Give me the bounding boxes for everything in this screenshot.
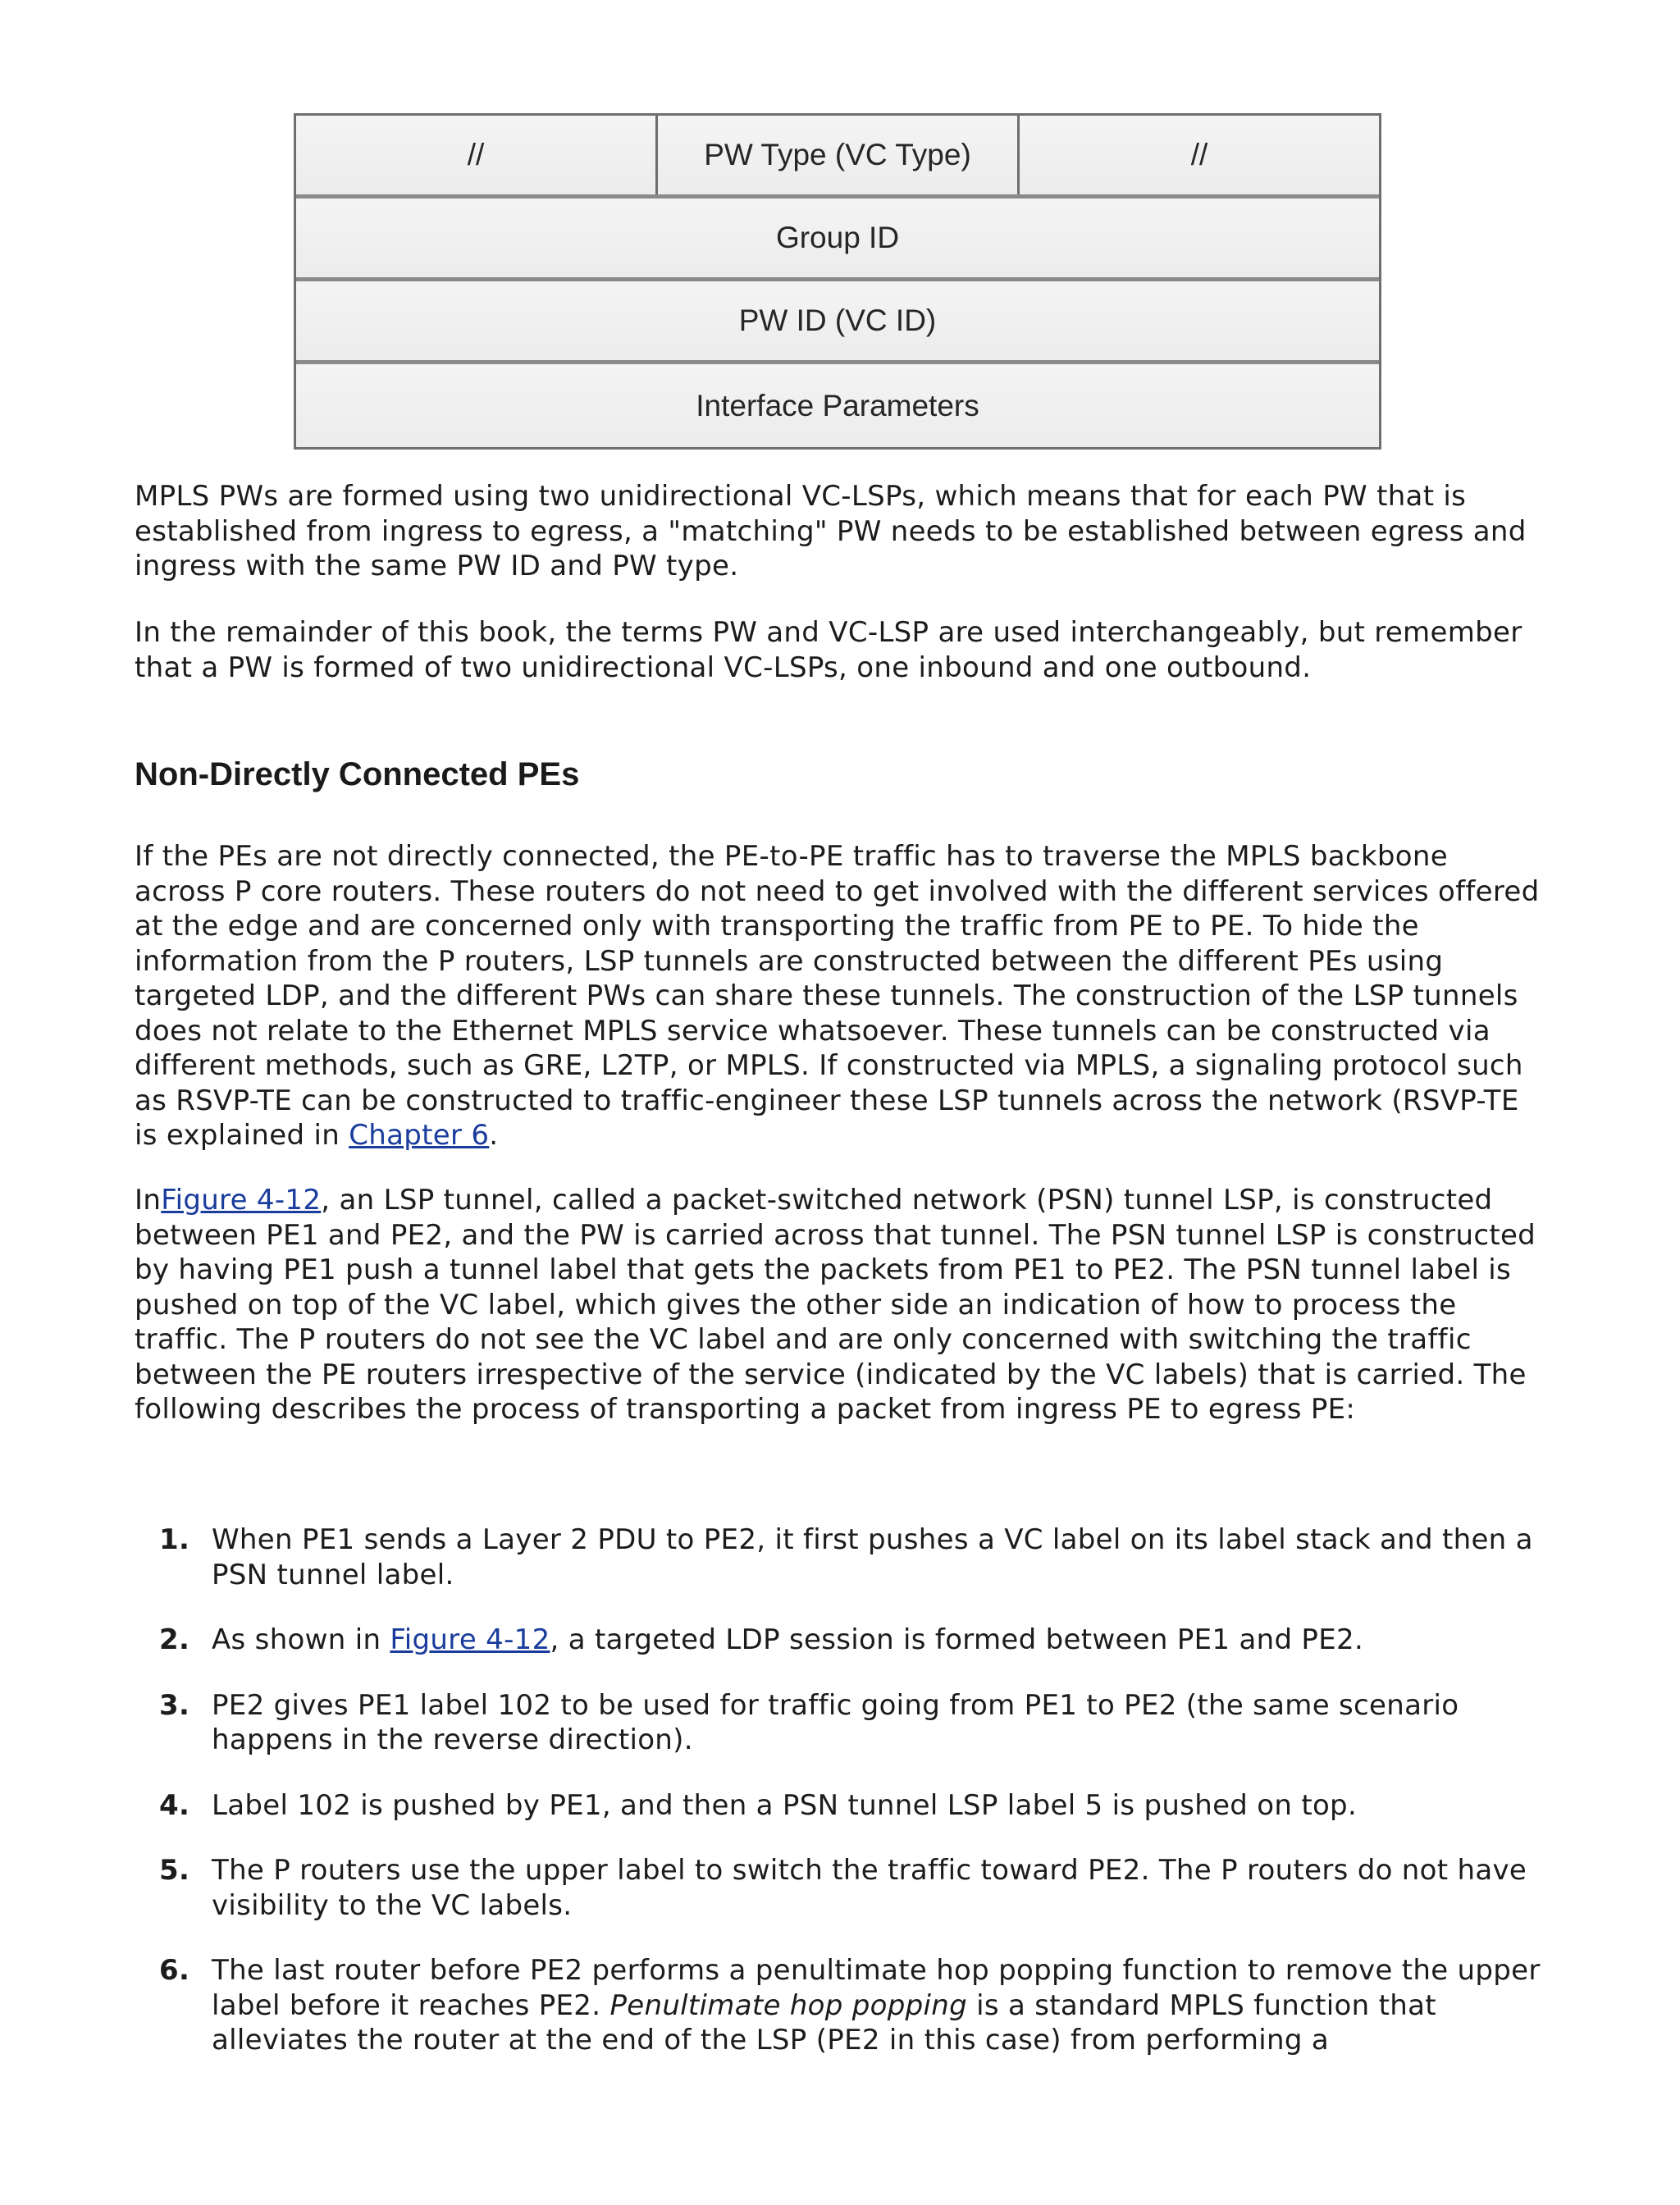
list-item-text: Label 102 is pushed by PE1, and then a PSN tunnel LSP label 5 is pushed on top.: [212, 1788, 1358, 1822]
figure-row-group-id: [296, 199, 1379, 281]
list-item-text-part: , a targeted LDP session is formed between PE1 and PE2.: [550, 1623, 1364, 1656]
figure-row-pw-type: [296, 116, 1379, 199]
list-number: 1.: [159, 1523, 190, 1556]
paragraph-non-directly-connected: [135, 839, 1545, 1153]
figure-cell-pw-id: PW ID (VC ID): [738, 304, 937, 337]
list-item-text: The P routers use the upper label to switch the traffic toward PE2. The P routers do not have visibility to the VC labels.: [212, 1854, 1527, 1922]
figure-4-12-link[interactable]: Figure 4-12: [161, 1184, 322, 1217]
list-item: [135, 1953, 1562, 2058]
list-item-text-part: The last router before PE2 performs a penultimate hop popping function to remove the upper label before it reaches PE2.: [212, 1954, 1541, 2022]
list-number: 4.: [159, 1788, 190, 1822]
list-number: 6.: [159, 1954, 190, 1987]
figure-cell-reserved-right: //: [1190, 138, 1208, 171]
paragraph-text: .: [489, 1119, 499, 1152]
figure-row-pw-id: [296, 281, 1379, 364]
list-number: 3.: [159, 1688, 190, 1722]
list-item-text: PE2 gives PE1 label 102 to be used for traffic going from PE1 to PE2 (the same scenario happens in the reverse direction).: [212, 1688, 1459, 1756]
list-item-text-part: is a standard MPLS function that alleviates the router at the end of the LSP (PE2 in this case) from performing a: [212, 1988, 1436, 2057]
list-item: [135, 1623, 1562, 1658]
list-number: 2.: [159, 1623, 190, 1656]
paragraph-psn-tunnel: [135, 1183, 1545, 1427]
emphasized-term: Penultimate hop popping: [609, 1988, 967, 2022]
chapter-6-link[interactable]: Chapter 6: [349, 1119, 490, 1152]
paragraph-pw-formation: MPLS PWs are formed using two unidirectional VC-LSPs, which means that for each PW that is established from ingress to egress, a "matching" PW needs to be established between egress and ingress with the same PW ID and PW type.: [135, 480, 1527, 582]
figure-cell-pw-type: PW Type (VC Type): [658, 116, 1020, 194]
transport-steps-list: [135, 1522, 1562, 2089]
list-item: [135, 1688, 1562, 1758]
list-item: [135, 1853, 1562, 1923]
list-item: [135, 1522, 1562, 1592]
figure-cell-interface-parameters: Interface Parameters: [696, 388, 979, 422]
paragraph-pw-vc-lsp-terms: In the remainder of this book, the terms PW and VC-LSP are used interchangeably, but remember that a PW is formed of two unidirectional VC-LSPs, one inbound and one outbound.: [135, 616, 1522, 684]
figure-cell-group-id: Group ID: [775, 221, 900, 254]
pw-fec-element-figure: [294, 113, 1381, 450]
list-item-text: When PE1 sends a Layer 2 PDU to PE2, it first pushes a VC label on its label stack and then a PSN tunnel label.: [212, 1523, 1533, 1591]
list-item-text: [212, 1954, 1541, 2057]
list-item: [135, 1788, 1562, 1824]
paragraph-text: If the PEs are not directly connected, the PE-to-PE traffic has to traverse the MPLS backbone across P core routers. These routers do not need to get involved with the different services offered at the edge and are concerned only with transporting the traffic from PE to PE. To hide the information from the P routers, LSP tunnels are constructed between the different PEs using targeted LDP, and the different PWs can share these tunnels. The construction of the LSP tunnels does not relate to the Ethernet MPLS service whatsoever. These tunnels can be constructed via different methods, such as GRE, L2TP, or MPLS. If constructed via MPLS, a signaling protocol such as RSVP-TE can be constructed to traffic-engineer these LSP tunnels across the network (RSVP-TE is explained in: [135, 840, 1540, 1152]
figure-cell-reserved-left: //: [296, 116, 658, 194]
list-number: 5.: [159, 1854, 190, 1887]
section-heading: Non-Directly Connected PEs: [135, 756, 580, 792]
paragraph-text: , an LSP tunnel, called a packet-switched network (PSN) tunnel LSP, is constructed between PE1 and PE2, and the PW is carried across that tunnel. The PSN tunnel LSP is constructed by having PE1 push a tunnel label that gets the packets from PE1 to PE2. The PSN tunnel label is pushed on top of the VC label, which gives the other side an indication of how to process the traffic. The P routers do not see the VC label and are only concerned with switching the traffic between the PE routers irrespective of the service (indicated by the VC labels) that is carried. The following describes the process of transporting a packet from ingress PE to egress PE:: [135, 1184, 1536, 1426]
figure-4-12-link[interactable]: Figure 4-12: [390, 1623, 550, 1656]
list-item-text-part: As shown in: [212, 1623, 390, 1656]
figure-row-interface-parameters: [296, 364, 1379, 447]
list-item-text: [212, 1623, 1363, 1656]
paragraph-text: In: [135, 1184, 162, 1217]
